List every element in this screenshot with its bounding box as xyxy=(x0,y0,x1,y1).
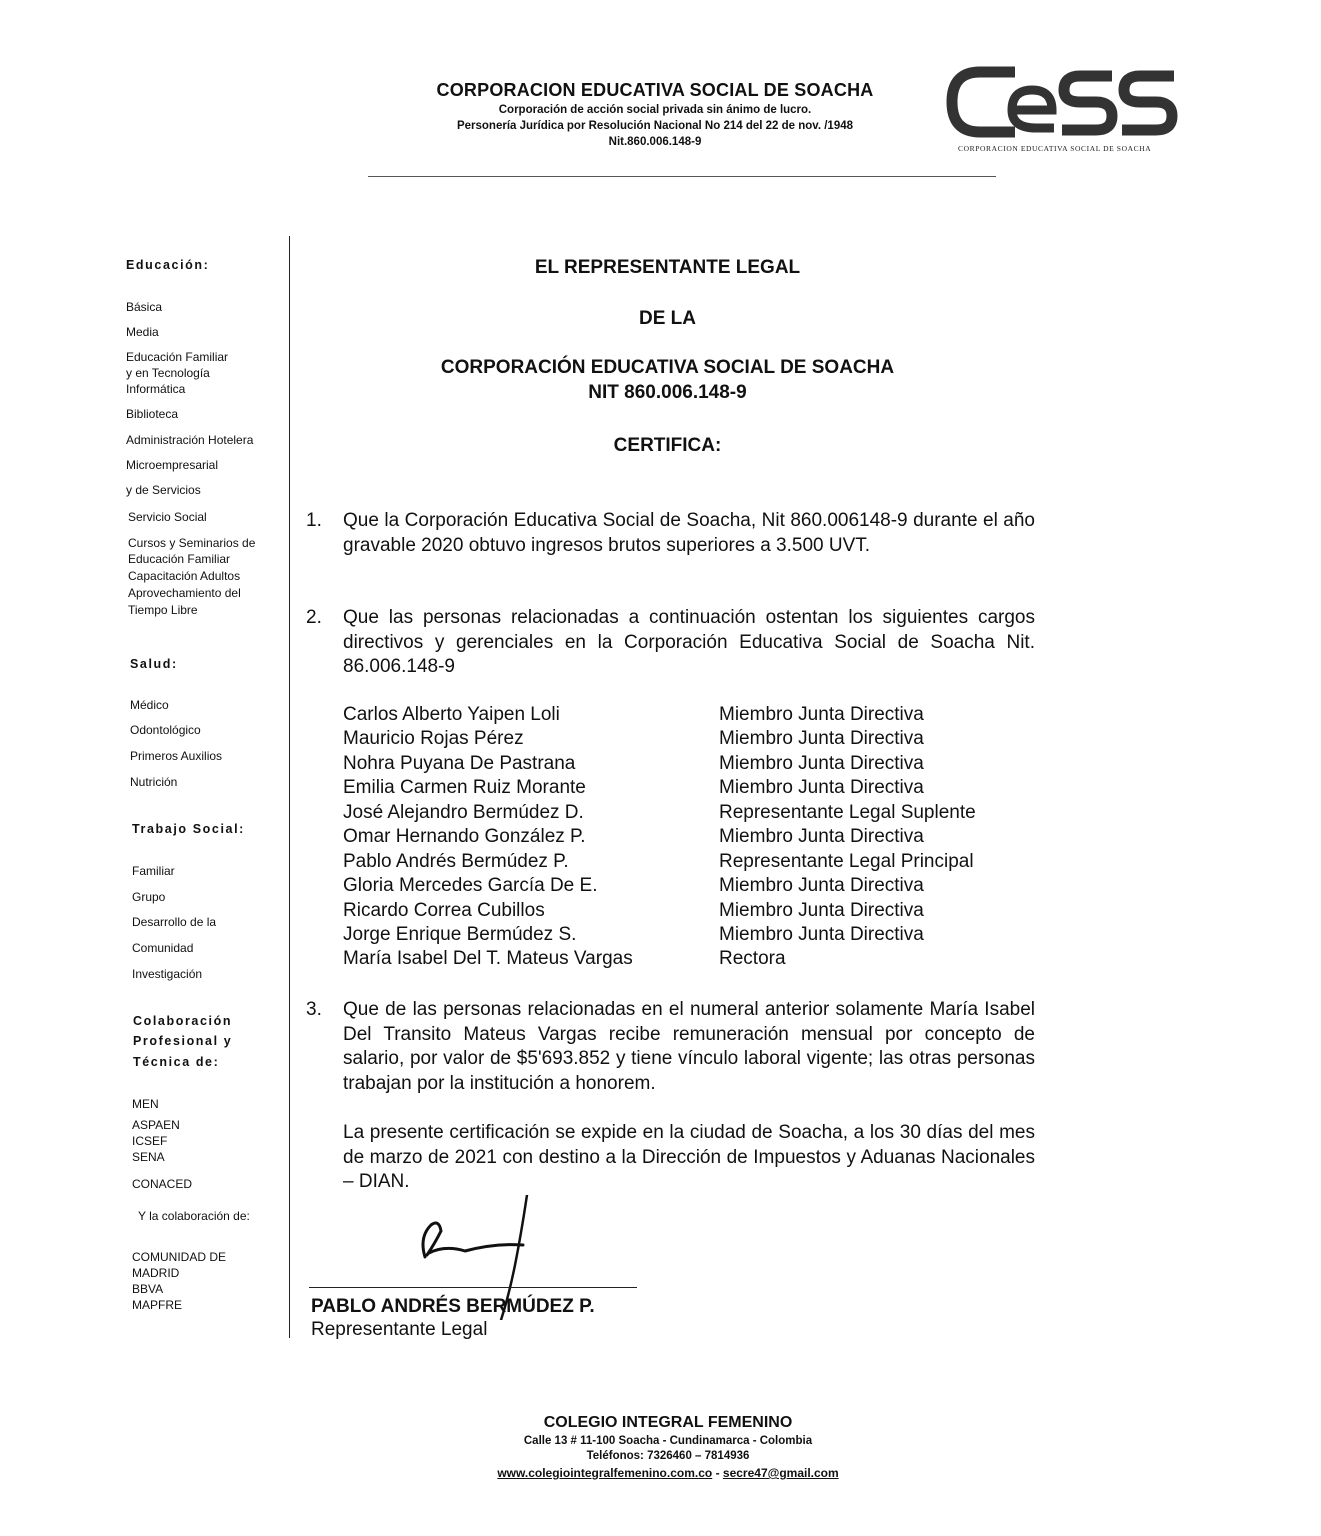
footer-email-link[interactable]: secre47@gmail.com xyxy=(722,1466,839,1480)
org-title: CORPORACION EDUCATIVA SOCIAL DE SOACHA xyxy=(436,80,874,100)
org-nit: Nit.860.006.148-9 xyxy=(608,136,702,148)
sidebar-heading-educacion: Educación: xyxy=(126,258,210,272)
signature-line xyxy=(309,1287,637,1288)
sidebar-item: COMUNIDAD DE xyxy=(132,1250,227,1264)
sidebar-heading-salud: Salud: xyxy=(130,657,178,671)
doc-corp-name: CORPORACIÓN EDUCATIVA SOCIAL DE SOACHA xyxy=(440,357,895,378)
sidebar-item: Comunidad xyxy=(132,941,194,955)
doc-title: EL REPRESENTANTE LEGAL xyxy=(534,257,801,278)
item-text: Que la Corporación Educativa Social de Soacha, Nit 860.006148-9 durante el año gravable 2020 obtuvo ingresos brutos superiores a 3.500 UVT. xyxy=(343,510,1035,556)
sidebar-item: Cursos y Seminarios de xyxy=(128,536,256,550)
sidebar-item: ASPAEN xyxy=(132,1118,180,1132)
member-name: Carlos Alberto Yaipen Loli xyxy=(343,704,560,725)
member-name: Gloria Mercedes García De E. xyxy=(343,875,598,896)
member-name: Omar Hernando González P. xyxy=(343,826,586,847)
sidebar-item: Nutrición xyxy=(130,775,178,789)
item-number: 2. xyxy=(306,607,322,628)
sidebar-item: Grupo xyxy=(132,890,166,904)
item-number: 1. xyxy=(306,510,322,531)
doc-corp-nit: NIT 860.006.148-9 xyxy=(588,382,747,403)
member-role: Miembro Junta Directiva xyxy=(719,875,924,896)
org-legal-status: Personería Jurídica por Resolución Nacional No 214 del 22 de nov. /1948 xyxy=(456,120,854,132)
sidebar-heading-colaboracion: Profesional y xyxy=(133,1034,233,1048)
member-role: Miembro Junta Directiva xyxy=(719,924,924,945)
sidebar-item: Básica xyxy=(126,300,163,314)
sidebar-divider xyxy=(289,236,290,1338)
sidebar-item: Capacitación Adultos xyxy=(128,569,241,583)
member-role: Miembro Junta Directiva xyxy=(719,704,924,725)
sidebar-heading-trabajo-social: Trabajo Social: xyxy=(132,822,245,836)
member-role: Representante Legal Principal xyxy=(719,851,974,872)
sidebar-item: Informática xyxy=(126,382,186,396)
member-role: Miembro Junta Directiva xyxy=(719,900,924,921)
sidebar-item: Aprovechamiento del xyxy=(128,586,241,600)
footer-address: Calle 13 # 11-100 Soacha - Cundinamarca - Colombia xyxy=(523,1435,813,1447)
sidebar-item: MEN xyxy=(132,1097,159,1111)
doc-title-de-la: DE LA xyxy=(639,308,696,329)
member-role: Miembro Junta Directiva xyxy=(719,728,924,749)
item-text: Que las personas relacionadas a continuación ostentan los siguientes cargos directivos y gerenciales en la Corporación Educativa Social de Soacha Nit. 86.006.148-9 xyxy=(343,607,1035,677)
sidebar-item: Administración Hotelera xyxy=(126,433,254,447)
sidebar-item: Primeros Auxilios xyxy=(130,749,223,763)
sidebar-item: Servicio Social xyxy=(128,510,207,524)
sidebar-item: Biblioteca xyxy=(126,407,179,421)
sidebar-item: ICSEF xyxy=(132,1134,168,1148)
member-role: Miembro Junta Directiva xyxy=(719,753,924,774)
sidebar-item: SENA xyxy=(132,1150,165,1164)
sidebar-heading-colaboracion-de: Y la colaboración de: xyxy=(138,1209,250,1223)
sidebar-item: y de Servicios xyxy=(126,483,201,497)
sidebar-item: Investigación xyxy=(132,967,203,981)
signer-role: Representante Legal xyxy=(311,1319,488,1340)
footer-phones: Teléfonos: 7326460 – 7814936 xyxy=(586,1450,750,1462)
cess-logo-mark xyxy=(940,62,1185,142)
member-name: Ricardo Correa Cubillos xyxy=(343,900,545,921)
sidebar-item: MAPFRE xyxy=(132,1298,183,1312)
sidebar-item: Educación Familiar xyxy=(128,552,231,566)
member-role: Miembro Junta Directiva xyxy=(719,777,924,798)
item-number: 3. xyxy=(306,999,322,1020)
sidebar-item: Educación Familiar xyxy=(126,350,229,364)
member-name: Jorge Enrique Bermúdez S. xyxy=(343,924,577,945)
sidebar-item: BBVA xyxy=(132,1282,164,1296)
sidebar-item: Médico xyxy=(130,698,169,712)
member-name: José Alejandro Bermúdez D. xyxy=(343,802,584,823)
member-name: Mauricio Rojas Pérez xyxy=(343,728,524,749)
sidebar-item: Familiar xyxy=(132,864,175,878)
sidebar-item: CONACED xyxy=(132,1177,193,1191)
cess-logo xyxy=(940,62,1185,162)
sidebar-item: Odontológico xyxy=(130,723,201,737)
footer-school-name: COLEGIO INTEGRAL FEMENINO xyxy=(543,1414,793,1431)
logo-caption: CORPORACION EDUCATIVA SOCIAL DE SOACHA xyxy=(958,144,1152,153)
sidebar-item: MADRID xyxy=(132,1266,180,1280)
member-name: María Isabel Del T. Mateus Vargas xyxy=(343,948,633,969)
member-role: Rectora xyxy=(719,948,786,969)
member-name: Nohra Puyana De Pastrana xyxy=(343,753,576,774)
sidebar-item: Microempresarial xyxy=(126,458,219,472)
closing-paragraph: La presente certificación se expide en la ciudad de Soacha, a los 30 días del mes de marzo de 2021 con destino a la Dirección de Impuestos y Aduanas Nacionales – DIAN. xyxy=(343,1122,1035,1192)
member-role: Miembro Junta Directiva xyxy=(719,826,924,847)
sidebar-heading-colaboracion: Técnica de: xyxy=(133,1055,220,1069)
item-text: Que de las personas relacionadas en el numeral anterior solamente María Isabel Del Transito Mateus Vargas recibe remuneración mensual por concepto de salario, por valor de $5'693.852 y tiene vínculo laboral vigente; las otras personas trabajan por la institución a honorem. xyxy=(343,999,1035,1094)
member-name: Emilia Carmen Ruiz Morante xyxy=(343,777,586,798)
footer-separator: - xyxy=(712,1466,723,1480)
header-divider xyxy=(368,176,996,177)
footer-contact xyxy=(330,1466,1006,1480)
member-name: Pablo Andrés Bermúdez P. xyxy=(343,851,569,872)
sidebar-item: Tiempo Libre xyxy=(128,603,198,617)
sidebar-item: y en Tecnología xyxy=(126,366,210,380)
doc-certifica: CERTIFICA: xyxy=(613,435,722,456)
member-role: Representante Legal Suplente xyxy=(719,802,976,823)
org-subtitle: Corporación de acción social privada sin ánimo de lucro. xyxy=(498,104,812,116)
sidebar-item: Media xyxy=(126,325,159,339)
signer-name: PABLO ANDRÉS BERMÚDEZ P. xyxy=(311,1296,595,1317)
footer-website-link[interactable]: www.colegiointegralfemenino.com.co xyxy=(497,1466,713,1480)
sidebar-heading-colaboracion: Colaboración xyxy=(133,1014,233,1028)
sidebar-item: Desarrollo de la xyxy=(132,915,217,929)
